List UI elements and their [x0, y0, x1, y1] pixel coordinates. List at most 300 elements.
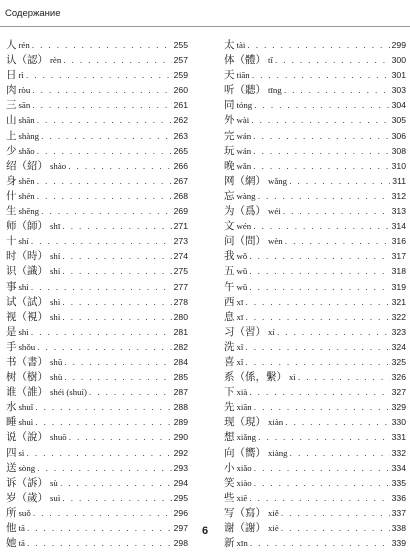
dot-leader: [245, 355, 389, 370]
entry-page-number: 298: [173, 538, 188, 549]
contents-entry: [224, 385, 406, 400]
entry-character: 新: [224, 537, 235, 550]
contents-entry: [6, 68, 188, 83]
entry-pinyin: shì: [18, 281, 29, 292]
contents-entry: [6, 98, 188, 113]
contents-entry: [6, 204, 188, 219]
dot-leader: [249, 491, 389, 506]
entry-character: 西: [224, 295, 235, 308]
entry-pinyin: shàng: [18, 130, 40, 141]
entry-character: 天: [224, 69, 235, 82]
dot-leader: [68, 159, 172, 174]
entry-character: 岁（歲）: [6, 491, 48, 504]
dot-leader: [41, 129, 172, 144]
dot-leader: [37, 189, 172, 204]
contents-entry: [224, 204, 406, 219]
entry-pinyin: wǎn: [236, 160, 252, 171]
entry-character: 向（嚮）: [224, 446, 266, 459]
dot-leader: [250, 536, 390, 551]
dot-leader: [249, 385, 389, 400]
entry-character: 谢（謝）: [224, 522, 266, 534]
contents-entry: [6, 400, 188, 415]
entry-character: 送: [6, 461, 17, 474]
entry-pinyin: shuō: [50, 432, 67, 443]
entry-page-number: 326: [391, 372, 406, 383]
dot-leader: [32, 98, 171, 113]
entry-character: 体（體）: [224, 54, 266, 67]
entry-page-number: 336: [391, 492, 406, 503]
dot-leader: [63, 53, 171, 68]
contents-entry: [224, 340, 406, 355]
contents-entry: [6, 415, 188, 430]
entry-character: 生: [6, 205, 17, 218]
entry-character: 绍（紹）: [6, 159, 48, 172]
entry-pinyin: xiǎo: [236, 462, 252, 473]
entry-page-number: 310: [391, 160, 406, 171]
entry-character: 四: [6, 446, 17, 459]
dot-leader: [249, 249, 389, 264]
entry-character: 问（問）: [224, 235, 266, 248]
entry-page-number: 273: [173, 236, 188, 247]
entry-page-number: 274: [173, 251, 188, 262]
dot-leader: [247, 38, 389, 53]
dot-leader: [245, 310, 389, 325]
entry-character: 习（習）: [224, 325, 266, 338]
contents-entry: [224, 264, 406, 279]
entry-page-number: 324: [391, 341, 406, 352]
entry-page-number: 278: [173, 296, 188, 307]
dot-leader: [253, 129, 390, 144]
entry-character: 睡: [6, 416, 17, 429]
entry-character: 书（書）: [6, 355, 48, 368]
entry-page-number: 300: [391, 55, 406, 66]
entry-character: 网（網）: [224, 174, 266, 187]
contents-entry: [224, 98, 406, 113]
contents-column-left: [6, 38, 188, 551]
contents-entry: [6, 446, 188, 461]
entry-pinyin: xīn: [236, 538, 248, 549]
entry-character: 午: [224, 280, 235, 293]
dot-leader: [26, 68, 172, 83]
contents-entry: [224, 38, 406, 53]
entry-pinyin: xiǎng: [236, 432, 257, 443]
dot-leader: [281, 506, 390, 521]
entry-character: 少: [6, 144, 17, 157]
dot-leader: [64, 355, 171, 370]
dot-leader: [290, 446, 390, 461]
dot-leader: [37, 461, 172, 476]
entry-page-number: 338: [391, 523, 406, 533]
entry-pinyin: xiàng: [268, 447, 288, 458]
entry-pinyin: wèn: [268, 236, 283, 247]
entry-pinyin: suǒ: [18, 507, 31, 518]
entry-page-number: 311: [392, 175, 406, 186]
contents-entry: [6, 476, 188, 491]
entry-pinyin: wán: [236, 145, 252, 156]
entry-page-number: 305: [391, 115, 406, 126]
dot-leader: [245, 295, 389, 310]
entry-page-number: 303: [391, 85, 406, 96]
entry-character: 喜: [224, 355, 235, 368]
entry-character: 笑: [224, 476, 235, 489]
entry-character: 人: [6, 39, 17, 51]
entry-pinyin: xǐ: [236, 341, 244, 352]
entry-character: 晚: [224, 159, 235, 172]
contents-entry: [6, 129, 188, 144]
dot-leader: [275, 53, 390, 68]
entry-character: 现（現）: [224, 416, 266, 429]
entry-page-number: 255: [173, 40, 188, 50]
entry-character: 她: [6, 537, 17, 550]
page-number: 6: [201, 525, 209, 537]
entry-character: 文: [224, 220, 235, 233]
entry-pinyin: xiào: [236, 477, 252, 488]
entry-character: 认（認）: [6, 54, 48, 67]
entry-page-number: 267: [173, 175, 188, 186]
dot-leader: [285, 234, 390, 249]
entry-character: 树（樹）: [6, 371, 48, 384]
entry-page-number: 304: [391, 100, 406, 111]
entry-pinyin: sān: [18, 100, 31, 111]
entry-pinyin: xǐ: [236, 356, 244, 367]
entry-page-number: 269: [173, 206, 188, 217]
entry-character: 是: [6, 325, 17, 338]
contents-entry: [6, 280, 188, 295]
entry-page-number: 268: [173, 190, 188, 201]
entry-character: 些: [224, 491, 235, 504]
entry-character: 想: [224, 431, 235, 444]
dot-leader: [252, 68, 390, 83]
entry-pinyin: xì: [289, 372, 296, 383]
dot-leader: [31, 325, 172, 340]
entry-character: 诉（訴）: [6, 476, 48, 489]
contents-entry: [224, 295, 406, 310]
entry-pinyin: shuǐ: [18, 402, 34, 413]
contents-entry: [224, 461, 406, 476]
dot-leader: [258, 430, 390, 445]
entry-character: 说（說）: [6, 431, 48, 444]
entry-pinyin: xí: [268, 326, 275, 337]
dot-leader: [284, 83, 390, 98]
contents-entry: [224, 189, 406, 204]
entry-pinyin: shào: [50, 160, 67, 171]
entry-pinyin: xiē: [236, 492, 248, 503]
contents-entry: [6, 38, 188, 53]
entry-character: 十: [6, 235, 17, 248]
dot-leader: [31, 234, 172, 249]
contents-entry: [6, 355, 188, 370]
entry-character: 为（爲）: [224, 205, 266, 218]
contents-entry: [224, 234, 406, 249]
entry-page-number: 331: [391, 432, 406, 443]
dot-leader: [283, 204, 390, 219]
contents-entry: [6, 249, 188, 264]
entry-pinyin: shān: [18, 115, 35, 126]
entry-page-number: 289: [173, 417, 188, 428]
entry-page-number: 319: [391, 281, 406, 292]
entry-pinyin: wǔ: [236, 281, 248, 292]
contents-entry: [6, 83, 188, 98]
entry-pinyin: tóng: [236, 100, 253, 111]
entry-character: 完: [224, 129, 235, 142]
dot-leader: [254, 400, 390, 415]
dot-leader: [31, 280, 172, 295]
dot-leader: [277, 325, 390, 340]
entry-page-number: 294: [173, 477, 188, 488]
entry-pinyin: xī: [236, 296, 244, 307]
dot-leader: [33, 506, 172, 521]
contents-entry: [224, 159, 406, 174]
entry-page-number: 322: [391, 311, 406, 322]
contents-entry: [224, 446, 406, 461]
dot-leader: [285, 415, 390, 430]
contents-entry: [6, 113, 188, 128]
contents-entry: [224, 415, 406, 430]
contents-entry: [224, 53, 406, 68]
entry-page-number: 287: [173, 387, 188, 398]
entry-pinyin: shì: [50, 311, 61, 322]
entry-pinyin: sì: [18, 447, 25, 458]
entry-page-number: 337: [391, 507, 406, 518]
entry-pinyin: tài: [236, 40, 246, 50]
entry-character: 识（識）: [6, 265, 48, 278]
dot-leader: [64, 370, 171, 385]
entry-page-number: 332: [391, 447, 406, 458]
entry-page-number: 275: [173, 266, 188, 277]
contents-entry: [224, 430, 406, 445]
entry-page-number: 321: [391, 296, 406, 307]
entry-page-number: 293: [173, 462, 188, 473]
entry-page-number: 314: [391, 221, 406, 232]
entry-page-number: 318: [391, 266, 406, 277]
entry-page-number: 288: [173, 402, 188, 413]
entry-page-number: 259: [173, 70, 188, 81]
entry-page-number: 257: [173, 55, 188, 66]
entry-character: 时（時）: [6, 250, 48, 263]
dot-leader: [254, 476, 390, 491]
entry-character: 水: [6, 401, 17, 414]
dot-leader: [251, 113, 389, 128]
dot-leader: [26, 446, 171, 461]
contents-entry: [224, 370, 406, 385]
entry-character: 日: [6, 69, 17, 82]
contents-entry: [6, 536, 188, 551]
dot-leader: [254, 461, 390, 476]
entry-page-number: 292: [173, 447, 188, 458]
dot-leader: [253, 219, 390, 234]
contents-entry: [6, 325, 188, 340]
entry-pinyin: xī: [236, 311, 244, 322]
entry-character: 所: [6, 506, 17, 519]
dot-leader: [245, 340, 389, 355]
entry-pinyin: xiān: [236, 402, 252, 413]
entry-pinyin: suì: [50, 492, 61, 503]
entry-page-number: 313: [391, 206, 406, 217]
entry-page-number: 308: [391, 145, 406, 156]
entry-character: 三: [6, 99, 17, 112]
entry-page-number: 312: [391, 190, 406, 201]
entry-character: 谁（誰）: [6, 386, 48, 399]
entry-pinyin: sòng: [18, 462, 36, 473]
header-title: Содержание: [5, 8, 61, 19]
entry-pinyin: wán: [236, 130, 252, 141]
dot-leader: [60, 476, 172, 491]
entry-pinyin: wǎng: [268, 175, 288, 186]
entry-character: 外: [224, 114, 235, 127]
entry-pinyin: tīng: [268, 85, 282, 96]
dot-leader: [69, 430, 172, 445]
entry-character: 同: [224, 99, 235, 112]
contents-entry: [6, 144, 188, 159]
contents-entry: [224, 506, 406, 521]
entry-pinyin: shí: [50, 266, 61, 277]
entry-page-number: 265: [173, 145, 188, 156]
contents-column-right: [224, 38, 406, 551]
dot-leader: [62, 249, 171, 264]
entry-pinyin: xià: [236, 387, 248, 398]
dot-leader: [62, 295, 171, 310]
entry-page-number: 301: [391, 70, 406, 81]
entry-character: 上: [6, 129, 17, 142]
contents-entry: [224, 400, 406, 415]
entry-pinyin: tā: [18, 538, 25, 549]
contents-entry: [224, 174, 406, 189]
entry-character: 身: [6, 174, 17, 187]
entry-page-number: 330: [391, 417, 406, 428]
entry-pinyin: xiàn: [268, 417, 284, 428]
dot-leader: [37, 144, 172, 159]
entry-character: 我: [224, 250, 235, 263]
dot-leader: [62, 310, 171, 325]
contents-entry: [6, 310, 188, 325]
contents-entry: [224, 310, 406, 325]
entry-pinyin: wǒ: [236, 251, 248, 262]
contents-entry: [224, 68, 406, 83]
contents-entry: [6, 370, 188, 385]
contents-entry: [224, 144, 406, 159]
contents-entry: [6, 219, 188, 234]
entry-page-number: 260: [173, 85, 188, 96]
entry-character: 先: [224, 401, 235, 414]
entry-pinyin: shì: [18, 326, 29, 337]
contents-entry: [224, 83, 406, 98]
entry-pinyin: shì: [50, 296, 61, 307]
entry-page-number: 266: [173, 160, 188, 171]
entry-pinyin: shù: [50, 372, 63, 383]
header-rule: [0, 26, 410, 27]
entry-pinyin: shī: [50, 221, 61, 232]
contents-entry: [224, 476, 406, 491]
contents-entry: [6, 430, 188, 445]
contents-entry: [6, 340, 188, 355]
entry-character: 息: [224, 310, 235, 323]
entry-character: 太: [224, 39, 235, 51]
entry-page-number: 263: [173, 130, 188, 141]
contents-entry: [6, 159, 188, 174]
contents-entry: [6, 174, 188, 189]
entry-pinyin: shǎo: [18, 145, 35, 156]
entry-character: 玩: [224, 144, 235, 157]
entry-page-number: 327: [391, 387, 406, 398]
dot-leader: [89, 385, 172, 400]
entry-character: 师（師）: [6, 220, 48, 233]
entry-page-number: 284: [173, 356, 188, 367]
dot-leader: [249, 264, 389, 279]
dot-leader: [253, 144, 390, 159]
entry-pinyin: sù: [50, 477, 58, 488]
dot-leader: [254, 98, 390, 113]
entry-pinyin: xiè: [268, 523, 279, 533]
contents-entry: [224, 280, 406, 295]
entry-pinyin: ròu: [18, 85, 31, 96]
entry-character: 什: [6, 189, 17, 202]
contents-entry: [224, 355, 406, 370]
entry-page-number: 335: [391, 477, 406, 488]
entry-page-number: 271: [173, 221, 188, 232]
contents-entry: [224, 249, 406, 264]
entry-pinyin: shēn: [18, 175, 35, 186]
dot-leader: [253, 159, 390, 174]
entry-character: 系（係，繫）: [224, 371, 287, 384]
entry-page-number: 329: [391, 402, 406, 413]
contents-entry: [6, 506, 188, 521]
entry-character: 手: [6, 340, 17, 353]
entry-pinyin: shí: [18, 236, 29, 247]
entry-character: 洗: [224, 340, 235, 353]
entry-page-number: 299: [391, 40, 406, 50]
entry-pinyin: tǐ: [268, 55, 273, 66]
entry-pinyin: xiě: [268, 507, 279, 518]
dot-leader: [37, 113, 172, 128]
entry-pinyin: wéi: [268, 206, 281, 217]
entry-page-number: 281: [173, 326, 188, 337]
dot-leader: [62, 264, 171, 279]
entry-page-number: 325: [391, 356, 406, 367]
entry-pinyin: tā: [18, 523, 25, 533]
contents-entry: [224, 113, 406, 128]
entry-pinyin: shǒu: [18, 341, 36, 352]
entry-page-number: 306: [391, 130, 406, 141]
contents-entry: [6, 234, 188, 249]
entry-page-number: 295: [173, 492, 188, 503]
dot-leader: [298, 370, 390, 385]
contents-entry: [6, 264, 188, 279]
entry-pinyin: wén: [236, 221, 252, 232]
entry-page-number: 317: [391, 251, 406, 262]
entry-page-number: 296: [173, 507, 188, 518]
dot-leader: [37, 174, 172, 189]
entry-pinyin: tiān: [236, 70, 250, 81]
contents-entry: [6, 461, 188, 476]
dot-leader: [249, 280, 389, 295]
contents-entry: [6, 385, 188, 400]
entry-pinyin: shí: [50, 251, 61, 262]
dot-leader: [289, 174, 390, 189]
contents-entry: [6, 491, 188, 506]
entry-page-number: 280: [173, 311, 188, 322]
entry-character: 视（視）: [6, 310, 48, 323]
dot-leader: [32, 38, 172, 53]
entry-character: 山: [6, 114, 17, 127]
dot-leader: [35, 400, 171, 415]
entry-pinyin: shū: [50, 356, 63, 367]
entry-character: 五: [224, 265, 235, 278]
entry-pinyin: shéi (shuí): [50, 387, 87, 398]
dot-leader: [37, 340, 172, 355]
entry-pinyin: shén: [18, 190, 35, 201]
entry-page-number: 277: [173, 281, 188, 292]
entry-pinyin: wǔ: [236, 266, 248, 277]
